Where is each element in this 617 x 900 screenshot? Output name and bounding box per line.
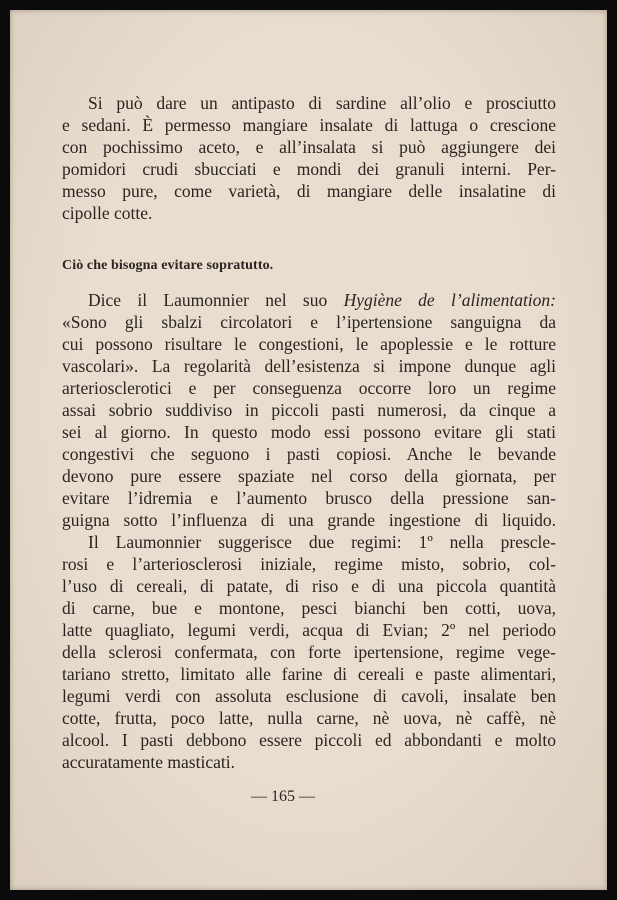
text-line: guigna sotto l’influenza di una grande ingestione di liquido. — [62, 510, 556, 530]
text-line: Il Laumonnier suggerisce due regimi: 1º nella prescle- — [88, 532, 556, 552]
text-line: della sclerosi confermata, con forte ipertensione, regime vege- — [62, 642, 556, 662]
text-line: con pochissimo aceto, e all’insalata si può aggiungere dei — [62, 137, 556, 157]
text-line: sei al giorno. In questo modo essi possono evitare gli stati — [62, 422, 556, 442]
text-line: latte quagliato, legumi verdi, acqua di Evian; 2º nel periodo — [62, 620, 556, 640]
text-line: cipolle cotte. — [62, 203, 153, 223]
paragraph-2 — [62, 289, 556, 531]
text-line: alcool. I pasti debbono essere piccoli ed abbondanti e molto — [62, 730, 556, 750]
text-line: assai sobrio suddiviso in piccoli pasti numerosi, da cinque a — [62, 400, 556, 420]
text-line: «Sono gli sbalzi circolatori e l’ipertensione sanguigna da — [62, 312, 556, 332]
paragraph-1 — [62, 92, 556, 224]
page-number: — 165 — — [251, 788, 315, 805]
text-line: congestivi che seguono i pasti copiosi. Anche le bevande — [62, 444, 556, 464]
text-line: cui possono risultare le congestioni, le apoplessie e le rotture — [62, 334, 556, 354]
text-line — [62, 289, 556, 311]
paragraph-3 — [62, 531, 556, 773]
text-line: di carne, bue e montone, pesci bianchi ben cotti, uova, — [62, 598, 556, 618]
text-line: legumi verdi con assoluta esclusione di cavoli, insalate ben — [62, 686, 556, 706]
text-line: l’uso di cereali, di patate, di riso e di una piccola quantità — [62, 576, 556, 596]
book-page — [10, 10, 607, 890]
text-line: tariano stretto, limitato alle farine di cereali e paste alimentari, — [62, 664, 556, 684]
book-title: Hygiène de l’alimentation: — [343, 290, 556, 310]
section-heading: Ciò che bisogna evitare sopratutto. — [62, 258, 274, 273]
text-line: e sedani. È permesso mangiare insalate di lattuga o crescione — [62, 115, 556, 135]
text-line: messo pure, come varietà, di mangiare delle insalatine di — [62, 181, 556, 201]
text-line-prefix: Dice il Laumonnier nel suo — [88, 290, 328, 310]
text-line: arteriosclerotici e per conseguenza occorre loro un regime — [62, 378, 556, 398]
text-line: evitare l’idremia e l’aumento brusco della pressione san- — [62, 488, 556, 508]
text-line: vascolari». La regolarità dell’esistenza si impone dunque agli — [62, 356, 556, 376]
text-line: pomidori crudi sbucciati e mondi dei granuli interni. Per- — [62, 159, 556, 179]
text-line: accuratamente masticati. — [62, 752, 235, 772]
text-line: cotte, frutta, poco latte, nulla carne, nè uova, nè caffè, nè — [62, 708, 556, 728]
text-line: rosi e l’arteriosclerosi iniziale, regime misto, sobrio, col- — [62, 554, 556, 574]
text-line: devono pure essere spaziate nel corso della giornata, per — [62, 466, 556, 486]
text-line: Si può dare un antipasto di sardine all’olio e prosciutto — [88, 93, 556, 113]
